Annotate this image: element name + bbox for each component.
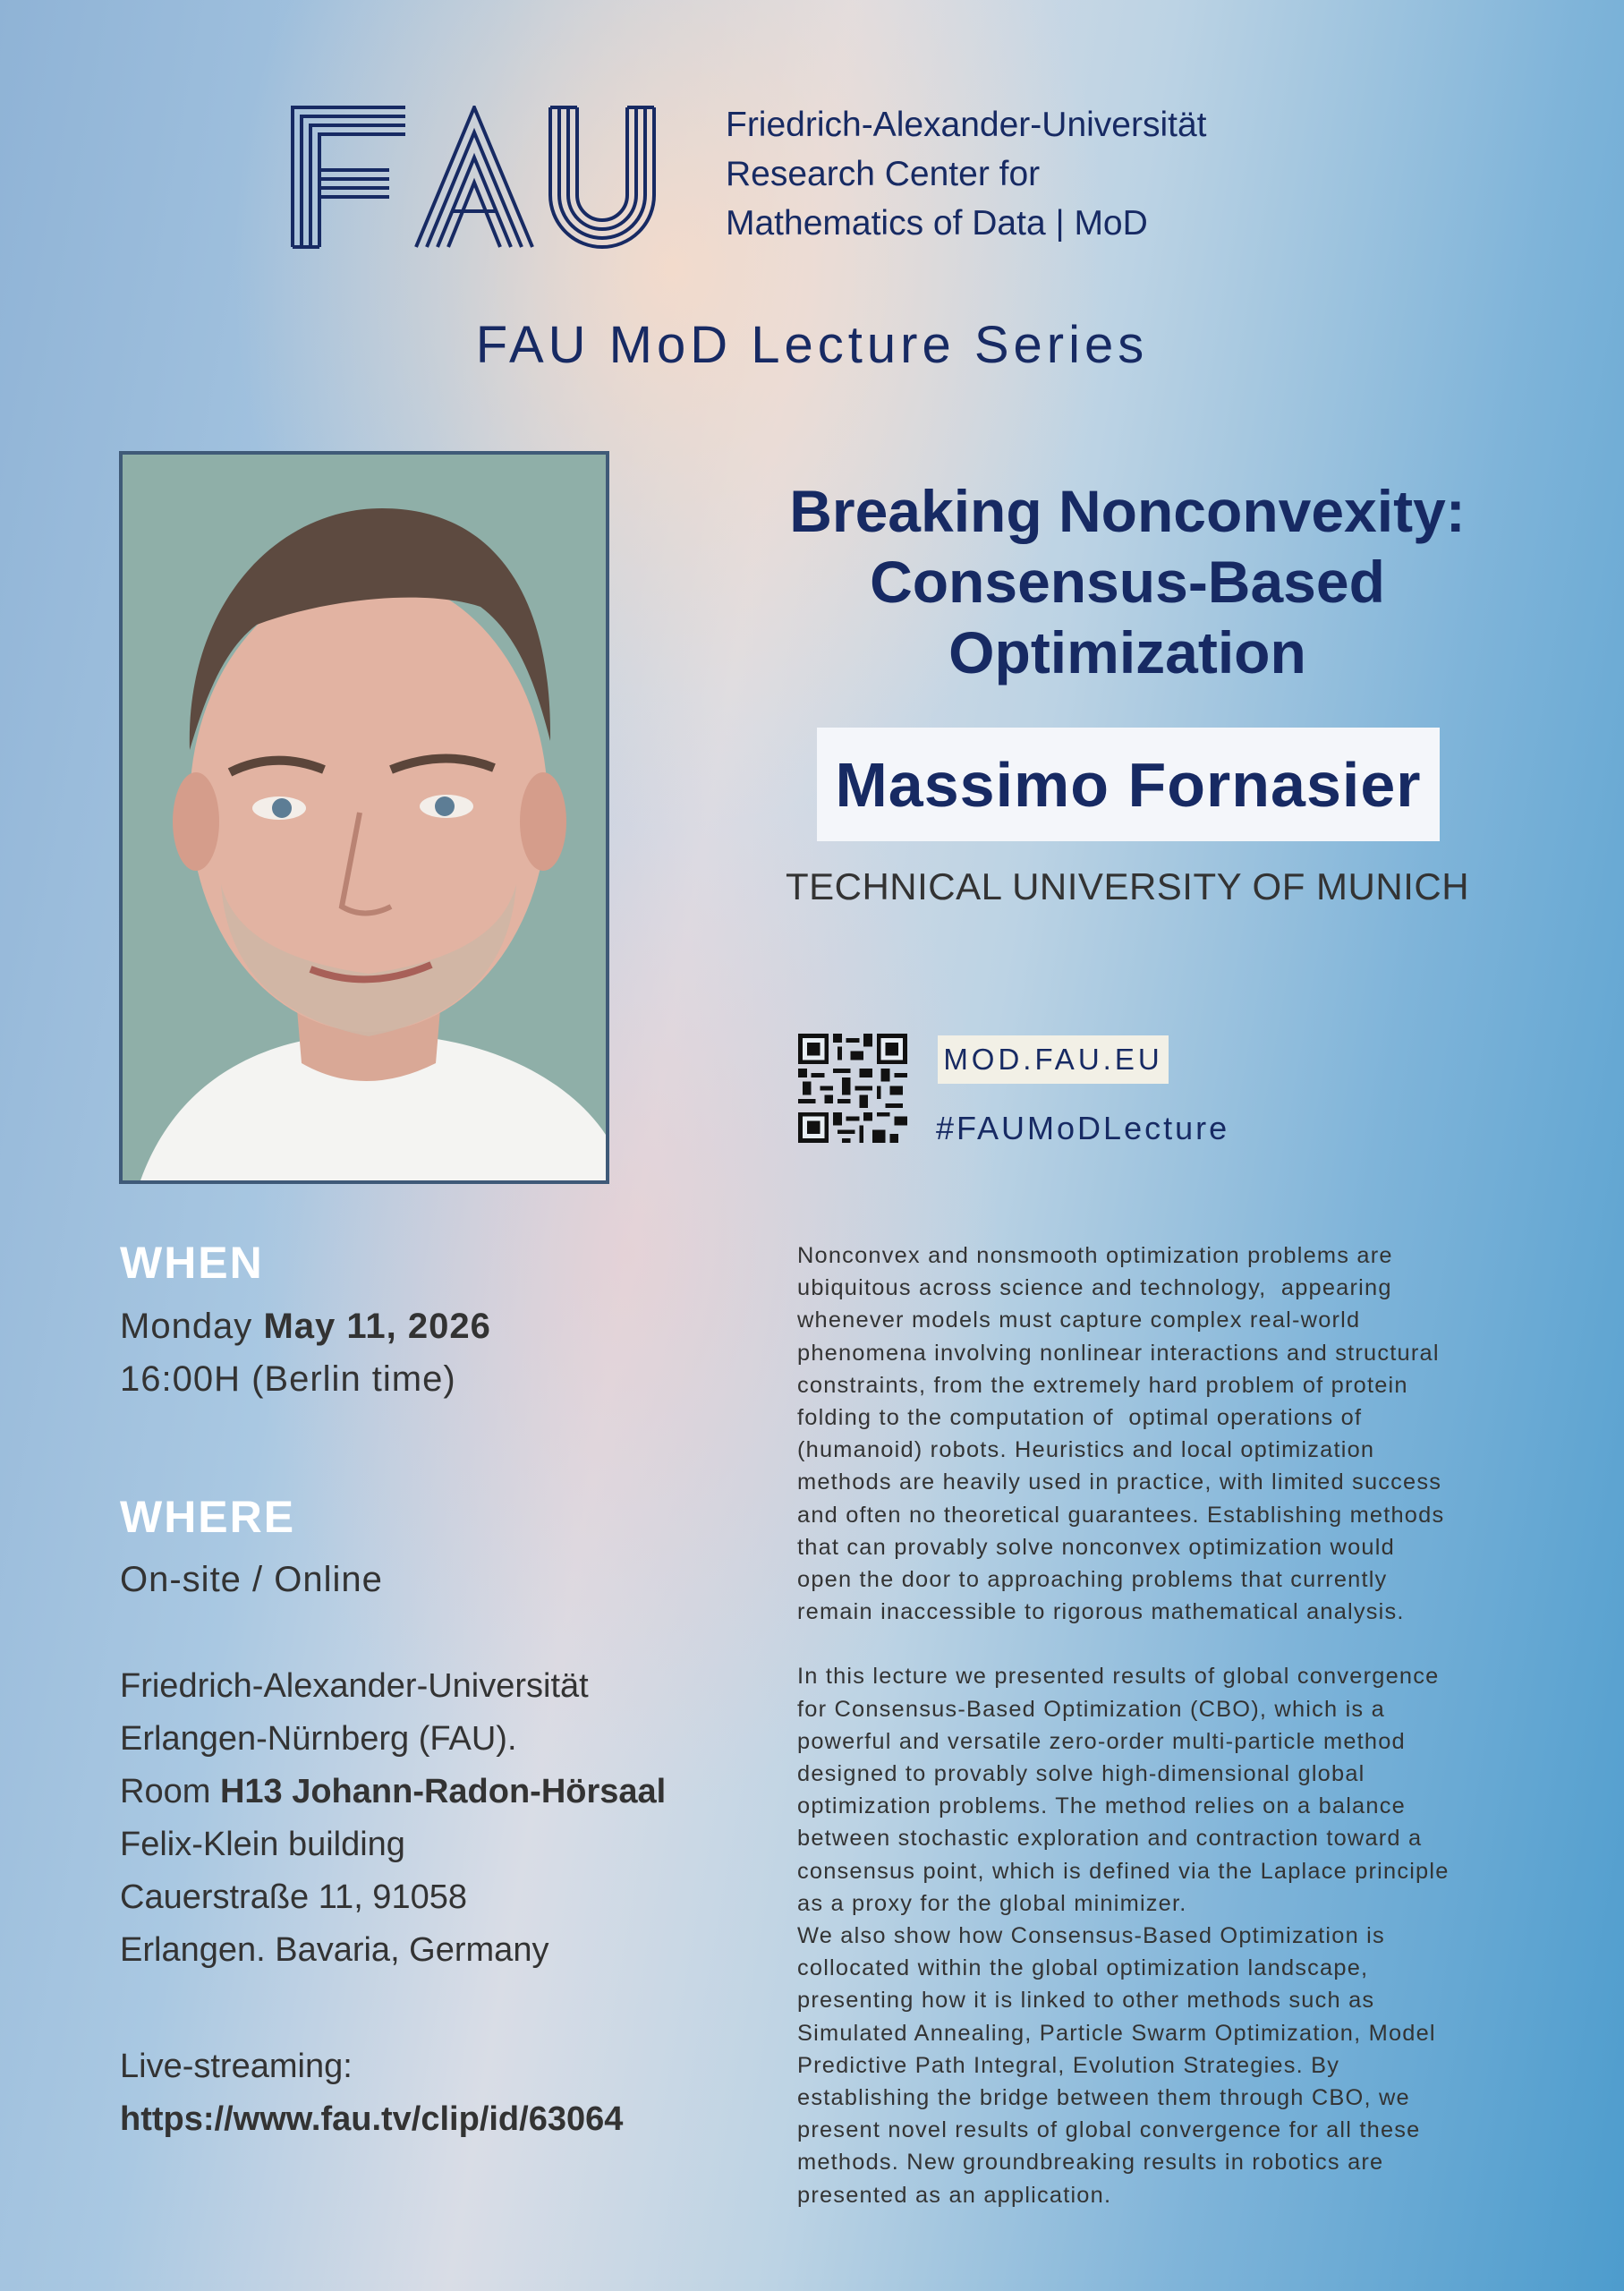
qr-code-icon[interactable] <box>798 1034 907 1143</box>
abstract-line: consensus point, which is defined via the Laplace principle <box>797 1858 1450 1884</box>
abstract-line: methods are heavily used in practice, with limited success <box>797 1469 1442 1495</box>
address-line: Friedrich-Alexander-Universität <box>120 1667 589 1705</box>
street: Cauerstraße 11, 91058 <box>120 1878 467 1916</box>
org-name <box>726 100 1207 248</box>
abstract-line: for Consensus-Based Optimization (CBO), which is a <box>797 1696 1385 1722</box>
address-line: Erlangen-Nürnberg (FAU). <box>120 1720 517 1758</box>
abstract-line: collocated within the global optimization landscape, <box>797 1955 1369 1981</box>
when-time: 16:00H (Berlin time) <box>120 1359 456 1399</box>
abstract-paragraph <box>797 1660 1540 2210</box>
abstract-line: We also show how Consensus-Based Optimization is <box>797 1923 1385 1949</box>
abstract-line: between stochastic exploration and contraction toward a <box>797 1826 1423 1852</box>
when-day: Monday <box>120 1307 253 1346</box>
abstract-line: (humanoid) robots. Heuristics and local optimization <box>797 1437 1375 1463</box>
room-name: H13 Johann-Radon-Hörsaal <box>219 1773 667 1810</box>
live-url-link[interactable]: https://www.fau.tv/clip/id/63064 <box>120 2100 624 2138</box>
abstract-line: open the door to approaching problems that currently <box>797 1567 1388 1593</box>
where-address <box>120 1660 666 1977</box>
abstract-line: whenever models must capture complex real-world <box>797 1307 1361 1333</box>
website-label[interactable]: MOD.FAU.EU <box>943 1043 1163 1076</box>
live-streaming <box>120 2040 623 2146</box>
org-line: Research Center for <box>726 155 1041 193</box>
abstract-line: presented as an application. <box>797 2182 1112 2208</box>
talk-title-line: Consensus-Based <box>870 549 1385 615</box>
talk-title-line: Breaking Nonconvexity: <box>789 478 1466 544</box>
abstract-line: designed to provably solve high-dimensional global <box>797 1761 1365 1787</box>
room-prefix: Room <box>120 1773 211 1810</box>
abstract-line: presenting how it is linked to other methods such as <box>797 1988 1375 2014</box>
live-label: Live-streaming: <box>120 2048 353 2085</box>
city: Erlangen. Bavaria, Germany <box>120 1931 549 1969</box>
building: Felix-Klein building <box>120 1826 405 1863</box>
abstract-line: Nonconvex and nonsmooth optimization problems are <box>797 1243 1393 1268</box>
abstract-line: ubiquitous across science and technology, appearing <box>797 1275 1392 1301</box>
speaker-affiliation: TECHNICAL UNIVERSITY OF MUNICH <box>785 865 1470 907</box>
talk-title-line: Optimization <box>948 619 1306 686</box>
abstract-line: phenomena involving nonlinear interactions and structural <box>797 1340 1440 1366</box>
abstract-line: as a proxy for the global minimizer. <box>797 1890 1187 1916</box>
org-line: Mathematics of Data | MoD <box>726 204 1148 243</box>
speaker-photo <box>119 451 609 1184</box>
abstract-line: remain inaccessible to rigorous mathematical analysis. <box>797 1599 1405 1625</box>
where-heading: WHERE <box>120 1492 296 1542</box>
org-line: Friedrich-Alexander-Universität <box>726 106 1207 144</box>
abstract-line: present novel results of global convergence for all these <box>797 2117 1421 2143</box>
website-link[interactable] <box>938 1035 1169 1084</box>
abstract <box>797 1239 1540 2211</box>
hashtag: #FAUMoDLecture <box>936 1110 1230 1146</box>
talk-title <box>734 476 1521 688</box>
speaker-box <box>817 728 1440 841</box>
speaker-name: Massimo Fornasier <box>835 749 1422 820</box>
abstract-paragraph <box>797 1239 1540 1628</box>
abstract-line: folding to the computation of optimal operations of <box>797 1405 1363 1431</box>
when-date: May 11, 2026 <box>263 1307 491 1346</box>
abstract-line: establishing the bridge between them through CBO, we <box>797 2085 1410 2111</box>
abstract-line: optimization problems. The method relies on a balance <box>797 1793 1406 1819</box>
abstract-line: constraints, from the extremely hard problem of protein <box>797 1372 1408 1398</box>
abstract-line: In this lecture we presented results of global convergence <box>797 1664 1440 1690</box>
fau-logo <box>291 106 684 249</box>
when-heading: WHEN <box>120 1238 264 1288</box>
abstract-line: that can provably solve nonconvex optimization would <box>797 1534 1395 1560</box>
when-details <box>120 1300 491 1406</box>
abstract-line: methods. New groundbreaking results in robotics are <box>797 2150 1384 2176</box>
abstract-line: powerful and versatile zero-order multi-particle method <box>797 1728 1406 1754</box>
abstract-line: Predictive Path Integral, Evolution Strategies. By <box>797 2052 1340 2078</box>
where-mode: On-site / Online <box>120 1560 383 1599</box>
abstract-line: and often no theoretical guarantees. Establishing methods <box>797 1502 1445 1528</box>
series-title: FAU MoD Lecture Series <box>475 316 1149 374</box>
abstract-line: Simulated Annealing, Particle Swarm Optimization, Model <box>797 2020 1436 2046</box>
